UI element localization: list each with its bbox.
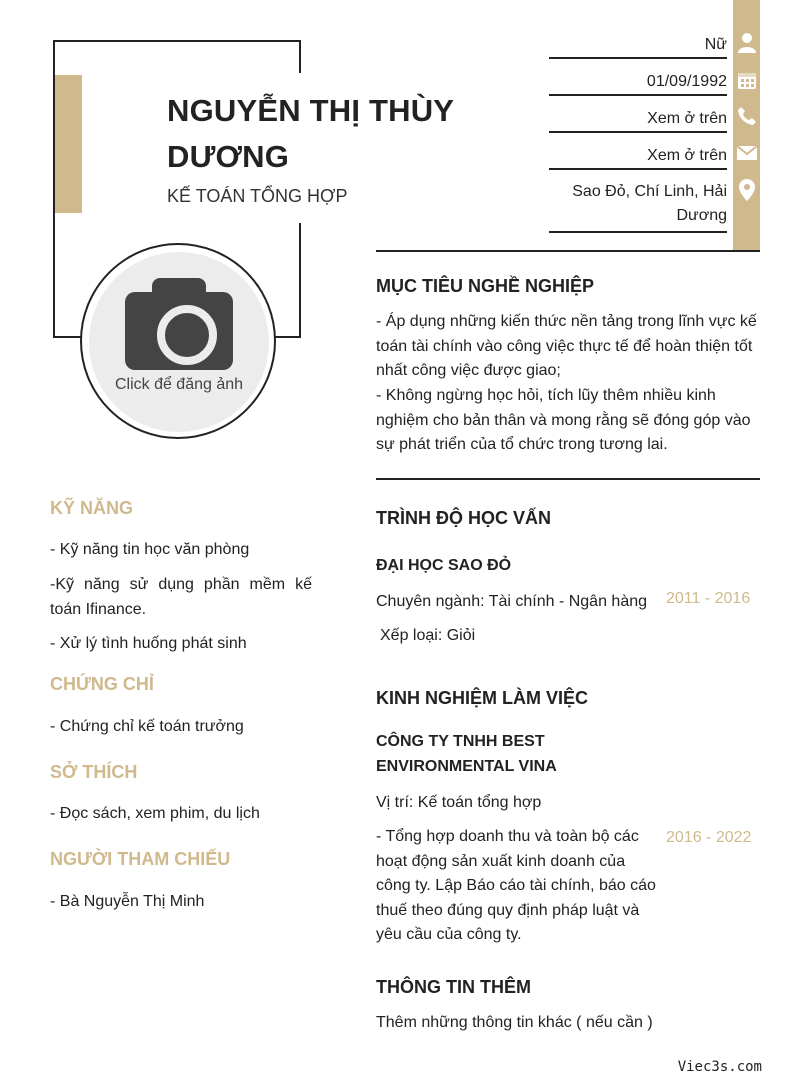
- education-title: TRÌNH ĐỘ HỌC VẤN: [376, 508, 551, 528]
- contact-gender: Nữ: [549, 33, 727, 59]
- skills-title: KỸ NĂNG: [50, 498, 134, 518]
- location-icon: [733, 178, 760, 207]
- photo-upload-label[interactable]: Click để đăng ảnh: [114, 376, 244, 393]
- user-icon: [733, 32, 760, 59]
- camera-icon: [157, 305, 217, 365]
- footer-brand: Viec3s.com: [677, 1059, 762, 1075]
- job-title: KẾ TOÁN TỔNG HỢP: [167, 186, 348, 206]
- reference-item: - Bà Nguyễn Thị Minh: [50, 893, 205, 910]
- education-grade: Xếp loại: Giỏi: [380, 627, 476, 644]
- experience-title: KINH NGHIỆM LÀM VIỆC: [376, 688, 589, 708]
- extra-text: Thêm những thông tin khác ( nếu cần ): [376, 1014, 653, 1031]
- candidate-name: NGUYỄN THỊ THÙY DƯƠNG: [167, 93, 454, 174]
- education-major: Chuyên ngành: Tài chính - Ngân hàng: [376, 593, 648, 610]
- accent-bar: [55, 75, 82, 213]
- objective-title: MỤC TIÊU NGHỀ NGHIỆP: [376, 276, 595, 296]
- contact-email: Xem ở trên: [549, 144, 727, 170]
- extra-title: THÔNG TIN THÊM: [376, 977, 531, 997]
- skill-item: - Kỹ năng tin học văn phòng: [50, 541, 250, 558]
- skill-item: - Xử lý tình huống phát sinh: [50, 635, 247, 652]
- divider: [376, 478, 760, 480]
- hobby-item: - Đọc sách, xem phim, du lịch: [50, 805, 260, 822]
- objective-text-1: - Áp dụng những kiến thức nền tảng trong lĩnh vực kế toán tài chính vào công việc thực tế để hoàn thiện tốt nhất công việc được giao;: [376, 313, 757, 379]
- hobbies-title: SỞ THÍCH: [50, 762, 138, 782]
- contact-address: Sao Đỏ, Chí Linh, Hải Dương: [549, 180, 727, 233]
- objective-text-2: - Không ngừng học hỏi, tích lũy thêm nhiều kinh nghiệm cho bản thân và mong rằng sẽ đóng góp vào sự phát triển của tổ chức trong tương lai.: [376, 387, 751, 453]
- certificates-title: CHỨNG CHỈ: [50, 674, 154, 694]
- certificate-item: - Chứng chỉ kế toán trưởng: [50, 718, 244, 735]
- calendar-icon: [733, 70, 760, 95]
- contact-phone: Xem ở trên: [549, 107, 727, 133]
- skill-item: -Kỹ năng sử dụng phần mềm kế toán Ifinance.: [50, 576, 312, 618]
- experience-company: CÔNG TY TNHH BEST ENVIRONMENTAL VINA: [376, 733, 557, 775]
- experience-years: 2016 - 2022: [666, 829, 752, 846]
- phone-icon: [733, 106, 760, 131]
- experience-description: - Tổng hợp doanh thu và toàn bộ các hoạt động sản xuất kinh doanh của công ty. Lập Báo cáo tài chính, báo cáo thuế theo đúng quy định pháp luật và yêu cầu của công ty.: [376, 828, 656, 943]
- experience-position: Vị trí: Kế toán tổng hợp: [376, 794, 542, 811]
- divider: [376, 250, 760, 252]
- references-title: NGƯỜI THAM CHIẾU: [50, 849, 231, 869]
- education-school: ĐẠI HỌC SAO ĐỎ: [376, 557, 512, 574]
- mail-icon: [733, 144, 760, 167]
- contact-birthday: 01/09/1992: [549, 70, 727, 96]
- education-years: 2011 - 2016: [666, 590, 751, 607]
